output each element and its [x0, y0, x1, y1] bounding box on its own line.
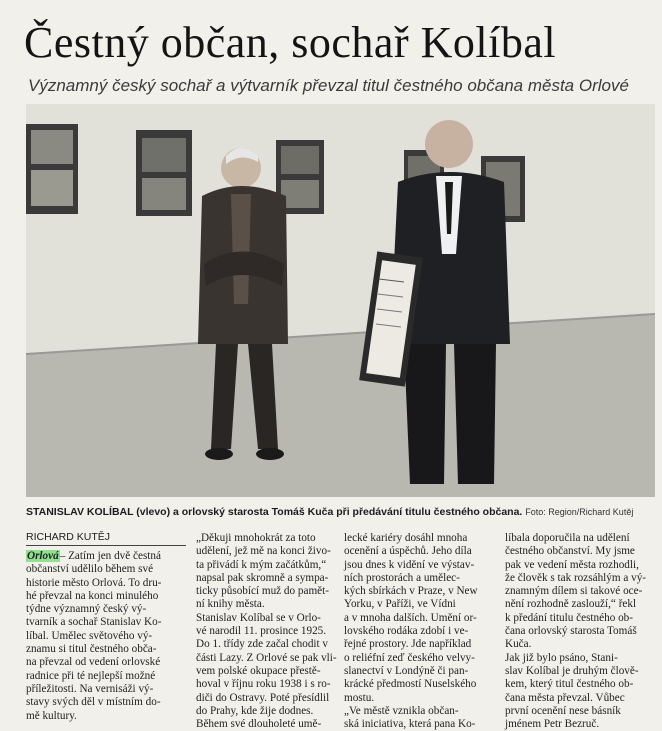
- col1-line: příležitosti. Na vernisáži vý-: [26, 682, 154, 695]
- col3-line: lovského rodáka zdobí i ve-: [344, 625, 469, 638]
- col1-line: mě kultury.: [26, 709, 77, 722]
- article-column-2: [196, 532, 344, 731]
- col1-line: znamu si titul čestného obča-: [26, 643, 157, 656]
- col4-line: čana města převzal. Vůbec: [505, 691, 625, 704]
- col2-line: Během své dlouholeté umě-: [196, 718, 322, 731]
- subheadline: Významný český sochař a výtvarník převzal titul čestného občana města Orlové: [28, 76, 629, 95]
- article-column-1: [26, 550, 174, 723]
- col4-line: čana orlovský starosta Tomáš: [505, 625, 637, 638]
- col4-line: že člověk s tak rozsáhlým a vý-: [505, 571, 647, 584]
- col4-line: Kuča.: [505, 638, 532, 651]
- col4-line: čestného občanství. My jsme: [505, 545, 635, 558]
- col3-line: ská iniciativa, která pana Ko-: [344, 718, 476, 731]
- col3-line: ocenění a úspěchů. Jeho díla: [344, 545, 472, 558]
- col3-line: lecké kariéry dosáhl mnoha: [344, 532, 468, 544]
- col4-line: jménem Petr Bezruč.: [505, 718, 600, 731]
- headline: Čestný občan, sochař Kolíbal: [24, 18, 557, 67]
- col3-line: krácké předmostí Nuselského: [344, 678, 477, 691]
- col3-line: mostu.: [344, 691, 375, 704]
- col2-line: diči do Ostravy. Poté přesídlil: [196, 691, 330, 704]
- col3-line: ních prostorách a umělec-: [344, 571, 460, 584]
- col2-line: části Lazy. Z Orlové se pak vli-: [196, 651, 337, 664]
- col4-line: Jak již bylo psáno, Stani-: [505, 651, 618, 664]
- col4-line: k předání titulu čestného ob-: [505, 611, 634, 624]
- photo-credit: Foto: Region/Richard Kutěj: [525, 507, 634, 517]
- byline: RICHARD KUTĚJ: [26, 530, 186, 546]
- col4-line: nění rozhodně zaslouží,“ řekl: [505, 598, 637, 611]
- col4-line: kem, který titul čestného ob-: [505, 678, 634, 691]
- col4-line: pak ve vedení města rozhodli,: [505, 558, 639, 571]
- col1-line: tvarník a sochař Stanislav Ko-: [26, 616, 162, 629]
- col3-line: jsou dnes k vidění ve výstav-: [344, 558, 475, 571]
- col1-line-0: – Zatím jen dvě čestná: [59, 550, 161, 562]
- col1-line: hé převzal na konci minulého: [26, 589, 159, 602]
- col3-line: a v mnoha dalších. Umění or-: [344, 611, 477, 624]
- article-column-3: [344, 532, 494, 731]
- col2-line: Do 1. třídy zde začal chodit v: [196, 638, 329, 651]
- photo-caption-main: STANISLAV KOLÍBAL (vlevo) a orlovský starosta Tomáš Kuča při předávání titulu čestného občana.: [26, 506, 523, 518]
- col2-line: vé narodil 11. prosince 1925.: [196, 625, 327, 638]
- col1-line: týdne významný český vý-: [26, 603, 147, 616]
- col2-line: do Prahy, kde žije dodnes.: [196, 704, 314, 717]
- col4-line: znamným dílem si takové oce-: [505, 585, 643, 598]
- col4-line: slav Kolíbal je druhým člově-: [505, 664, 639, 677]
- dateline: Orlová: [27, 550, 59, 562]
- col2-line: vem polské okupace přestě-: [196, 664, 321, 677]
- col2-line: ticky působící muž do pamět-: [196, 585, 329, 598]
- col2-line: napsal pak skromně a sympa-: [196, 571, 329, 584]
- gallery-photo-icon: [26, 104, 655, 497]
- photo-caption: [26, 505, 656, 519]
- col2-line: „Děkuji mnohokrát za toto: [196, 532, 316, 544]
- col1-line: radnice při té nejlepší možné: [26, 669, 156, 682]
- col2-line: ní knihy města.: [196, 598, 265, 611]
- col2-line: hoval v říjnu roku 1938 i s ro-: [196, 678, 331, 691]
- col1-line: na převzal od vedení orlovské: [26, 656, 161, 669]
- col3-line: kých sbírkách v Praze, v New: [344, 585, 478, 598]
- col4-line: líbala doporučila na udělení: [505, 532, 630, 544]
- article-column-4: [505, 532, 655, 731]
- col2-line: ta přivádí k mým začátkům,“: [196, 558, 327, 571]
- col3-line: „Ve městě vznikla občan-: [344, 704, 459, 717]
- col4-line: první ocenění nese básník: [505, 704, 621, 717]
- article-photo: [26, 104, 655, 497]
- col3-line: řejné prostory. Jde například: [344, 638, 472, 651]
- col3-line: Yorku, v Paříži, ve Vídni: [344, 598, 456, 611]
- col2-line: udělení, jež mě na konci živo-: [196, 545, 331, 558]
- col1-line: historie město Orlová. To dru-: [26, 576, 162, 589]
- col3-line: slanectví v Londýně či pan-: [344, 664, 469, 677]
- col3-line: o reliéfní zeď českého velvy-: [344, 651, 475, 664]
- col1-line: občanství udělilo během své: [26, 563, 154, 576]
- col1-line: líbal. Umělec světového vý-: [26, 629, 153, 642]
- col1-line: stavy svých děl v místním do-: [26, 696, 161, 709]
- col2-line: Stanislav Kolíbal se v Orlo-: [196, 611, 321, 624]
